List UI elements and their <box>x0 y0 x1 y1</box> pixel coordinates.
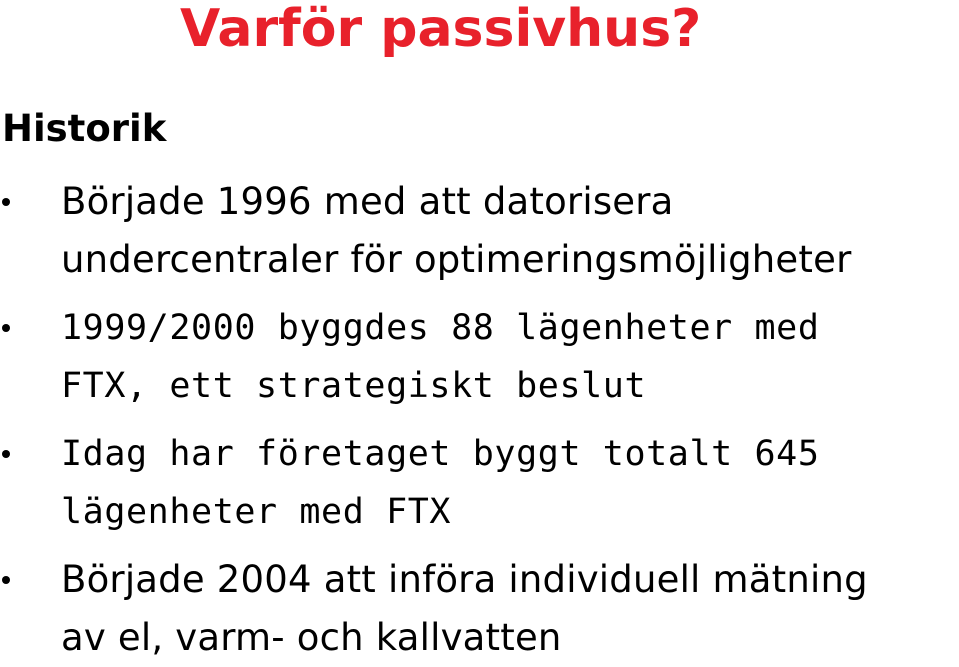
slide-title: Varför passivhus? <box>180 0 702 59</box>
bullet-text <box>61 299 820 415</box>
bullet-line: FTX, ett strategiskt beslut <box>61 366 647 406</box>
bullet-text <box>61 425 820 541</box>
bullet-dot <box>2 324 10 332</box>
bullet-dot <box>2 198 10 206</box>
section-heading: Historik <box>2 107 167 150</box>
bullet-line: undercentraler för optimeringsmöjligheter <box>61 238 852 281</box>
bullet-text <box>61 551 868 667</box>
bullet-line: av el, varm- och kallvatten <box>61 616 562 659</box>
bullet-text <box>61 173 851 289</box>
bullet-dot <box>2 450 10 458</box>
bullet-line: 1999/2000 byggdes 88 lägenheter med <box>61 308 820 348</box>
bullet-line: Idag har företaget byggt totalt 645 <box>61 434 820 474</box>
bullet-line: Började 2004 att införa individuell mätning <box>61 558 868 601</box>
bullet-line: lägenheter med FTX <box>61 492 452 532</box>
bullet-dot <box>2 576 10 584</box>
bullet-line: Började 1996 med att datorisera <box>61 180 674 223</box>
